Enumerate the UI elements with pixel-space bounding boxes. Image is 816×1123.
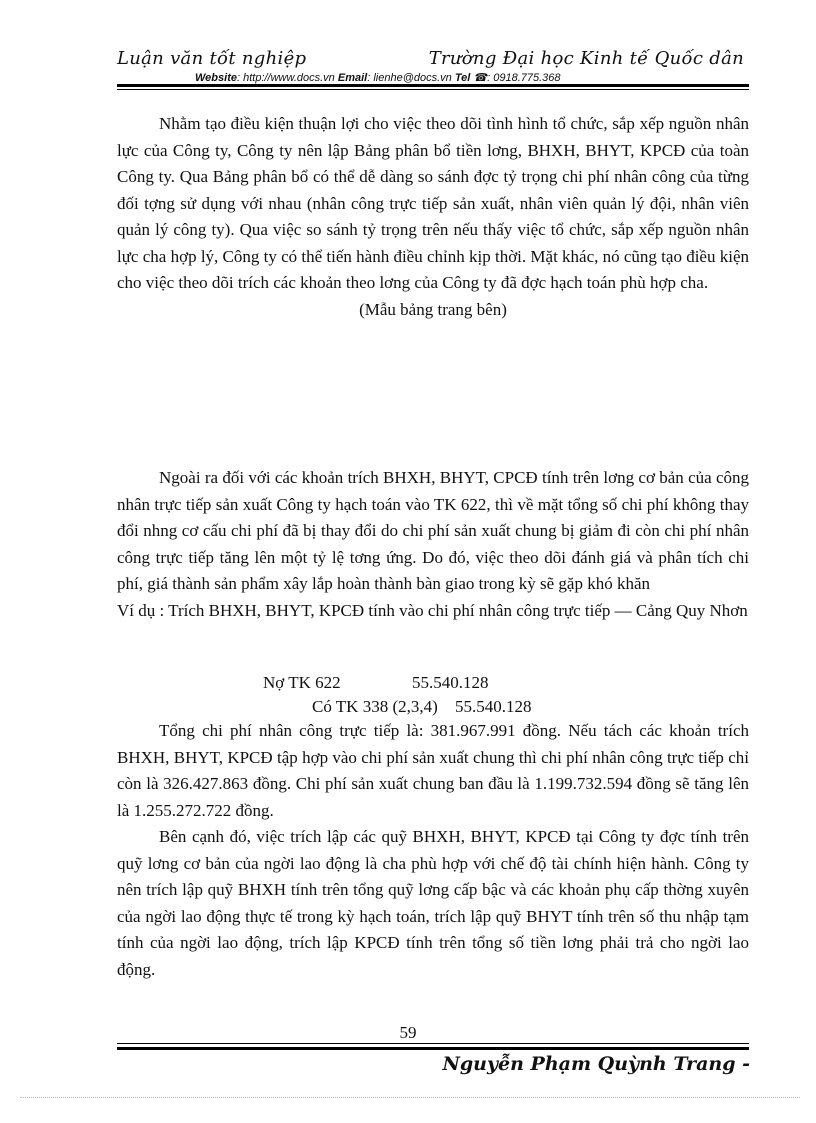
footer-rule-thick: [117, 1047, 749, 1050]
tel-label: Tel: [454, 72, 471, 84]
section-middle: [117, 465, 749, 624]
section-top: [117, 111, 749, 323]
header-university-name: Trường Đại học Kinh tế Quốc dân: [428, 48, 744, 69]
journal-debit-amount: 55.540.128: [412, 673, 489, 692]
footer-author-name: Nguyễn Phạm Quỳnh Trang -: [442, 1053, 750, 1075]
paragraph-fund-recommendation: Bên cạnh đó, việc trích lập các quỹ BHXH, BHYT, KPCĐ tại Công ty đợc tính trên quỹ lơng cơ bản của ngời lao động là cha phù hợp với chế độ tài chính hiện hành. Công ty nên trích lập quỹ BHXH tính trên tổng quỹ lơng cấp bậc và các khoản phụ cấp thờng xuyên của ngời lao động thực tế trong kỳ hạch toán, trích lập quỹ BHYT tính trên số thu nhập tạm tính của ngời lao động, trích lập KPCĐ tính trên tổng số tiền lơng phải trả cho ngời lao động.: [117, 827, 749, 979]
paragraph-deductions: Ngoài ra đối với các khoản trích BHXH, BHYT, CPCĐ tính trên lơng cơ bản của công nhân trực tiếp sản xuất Công ty hạch toán vào TK 622, thì về mặt tổng số chi phí không thay đổi nhng cơ cấu chi phí đã bị thay đổi do chi phí sản xuất chung bị giảm đi còn chi phí nhân công trực tiếp tăng lên một tỷ lệ tơng ứng. Do đó, việc theo dõi đánh giá và phân tích chi phí, giá thành sản phẩm xây lắp hoàn thành bàn giao trong kỳ sẽ gặp khó khăn: [117, 468, 749, 593]
email-value: : lienhe@docs.vn: [367, 72, 452, 84]
page-bottom-dotted-line: [20, 1097, 800, 1098]
table-reference-note: (Mẫu bảng trang bên): [359, 299, 507, 319]
header-rule-thin: [117, 89, 749, 90]
page-number: 59: [399, 1023, 417, 1042]
header-contact-line: [195, 71, 561, 84]
journal-credit-amount: 55.540.128: [455, 697, 532, 716]
website-label: Website: [195, 72, 237, 84]
journal-credit-label: Có TK 338 (2,3,4): [312, 697, 438, 716]
header-thesis-title: Luận văn tốt nghiệp: [117, 48, 307, 69]
website-value: : http://www.docs.vn: [236, 72, 335, 84]
paragraph-cost-totals: Tổng chi phí nhân công trực tiếp là: 381.967.991 đồng. Nếu tách các khoản trích BHXH, BHYT, KPCĐ tập hợp vào chi phí sản xuất chung thì chi phí nhân công trực tiếp chỉ còn là 326.427.863 đồng. Chi phí sản xuất chung ban đầu là 1.199.732.594 đồng sẽ tăng lên là 1.255.272.722 đồng.: [117, 721, 749, 820]
header-rule-thick: [117, 84, 749, 87]
paragraph-allocation-table: Nhằm tạo điều kiện thuận lợi cho việc theo dõi tình hình tổ chức, sắp xếp nguồn nhân lực của Công ty, Công ty nên lập Bảng phân bổ tiền lơng, BHXH, BHYT, KPCĐ của toàn Công ty. Qua Bảng phân bổ có thể dễ dàng so sánh đợc tỷ trọng chi phí nhân công của từng đối tợng sử dụng với nhau (nhân công trực tiếp sản xuất, nhân viên quản lý đội, nhân viên quản lý công ty). Qua việc so sánh tỷ trọng trên nếu thấy việc tổ chức, sắp xếp nguồn nhân lực cha hợp lý, Công ty có thể tiến hành điều chỉnh kịp thời. Mặt khác, nó cũng tạo điều kiện cho việc theo dõi trích các khoản theo lơng của Công ty đã đợc hạch toán phù hợp cha.: [117, 114, 749, 292]
section-bottom: [117, 718, 749, 983]
journal-debit-label: Nợ TK 622: [263, 673, 341, 692]
email-label: Email: [337, 72, 368, 84]
phone-icon: ☎: [473, 72, 488, 84]
example-line: Ví dụ : Trích BHXH, BHYT, KPCĐ tính vào chi phí nhân công trực tiếp — Cảng Quy Nhơn: [117, 600, 748, 620]
tel-value: : 0918.775.368: [487, 72, 561, 84]
footer-rule-thin: [117, 1043, 749, 1044]
